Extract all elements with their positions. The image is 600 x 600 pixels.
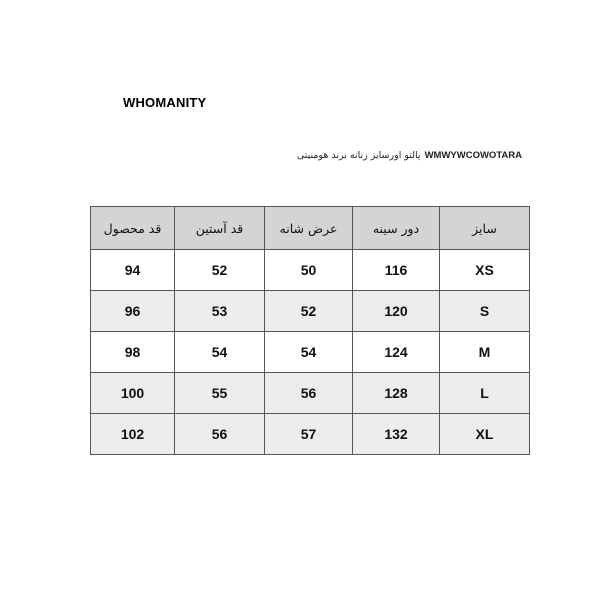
product-title-text: پالتو اورسایز زنانه برند هومنیتی — [296, 150, 421, 161]
table-row — [91, 291, 530, 332]
cell-shoulder-width: 56 — [265, 373, 353, 414]
cell-sleeve-length: 52 — [175, 250, 265, 291]
cell-sleeve-length: 54 — [175, 332, 265, 373]
cell-shoulder-width: 50 — [265, 250, 353, 291]
header-size: سایز — [440, 207, 530, 250]
table-row — [91, 414, 530, 455]
cell-size: M — [440, 332, 530, 373]
table-row — [91, 332, 530, 373]
table-row — [91, 373, 530, 414]
product-title — [297, 150, 522, 161]
cell-sleeve-length: 56 — [175, 414, 265, 455]
cell-product-length: 98 — [91, 332, 175, 373]
cell-size: XL — [440, 414, 530, 455]
header-shoulder-width: عرض شانه — [265, 207, 353, 250]
cell-product-length: 102 — [91, 414, 175, 455]
cell-shoulder-width: 54 — [265, 332, 353, 373]
cell-product-length: 96 — [91, 291, 175, 332]
cell-size: S — [440, 291, 530, 332]
brand-name: WHOMANITY — [123, 95, 207, 110]
header-product-length: قد محصول — [91, 207, 175, 250]
cell-product-length: 94 — [91, 250, 175, 291]
table-header-row — [91, 207, 530, 250]
header-chest-circumference: دور سینه — [353, 207, 440, 250]
cell-chest-circumference: 128 — [353, 373, 440, 414]
cell-size: XS — [440, 250, 530, 291]
header-sleeve-length: قد آستین — [175, 207, 265, 250]
cell-chest-circumference: 132 — [353, 414, 440, 455]
cell-shoulder-width: 57 — [265, 414, 353, 455]
cell-product-length: 100 — [91, 373, 175, 414]
cell-sleeve-length: 53 — [175, 291, 265, 332]
cell-size: L — [440, 373, 530, 414]
product-code: WMWYWCOWOTARA — [424, 150, 522, 161]
table-row — [91, 250, 530, 291]
cell-chest-circumference: 120 — [353, 291, 440, 332]
cell-shoulder-width: 52 — [265, 291, 353, 332]
size-chart-table — [90, 206, 530, 455]
cell-chest-circumference: 124 — [353, 332, 440, 373]
cell-chest-circumference: 116 — [353, 250, 440, 291]
cell-sleeve-length: 55 — [175, 373, 265, 414]
